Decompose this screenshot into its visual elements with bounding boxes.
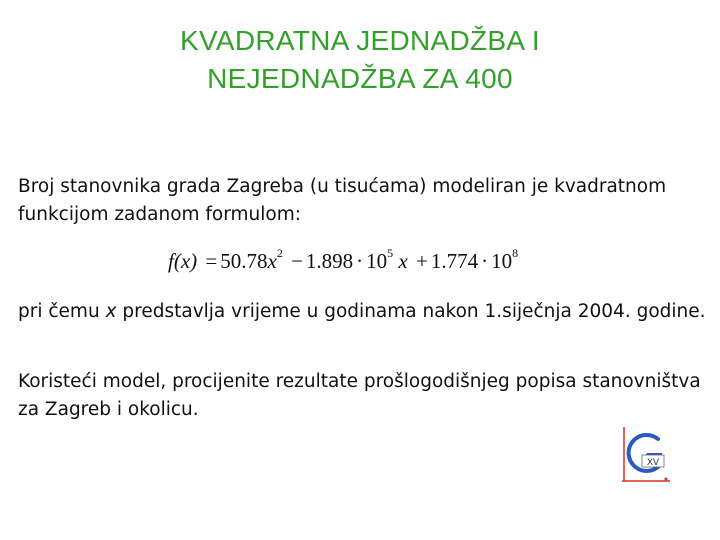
logo-icon	[620, 425, 672, 485]
formula-minus: −	[291, 249, 303, 273]
formula-exp-2: 5	[387, 246, 394, 260]
formula-var-2: x	[398, 249, 408, 273]
title-line-1: KVADRATNA JEDNADŽBA I	[179, 25, 540, 56]
formula-base-1: 10	[366, 249, 388, 273]
paragraph2-variable: x	[105, 301, 117, 322]
slide-title	[40, 22, 680, 98]
logo-text: XV	[646, 457, 660, 467]
paragraph2-after: predstavlja vrijeme u godinama nakon 1.siječnja 2004. godine.	[116, 301, 706, 322]
formula-exp-3: 8	[512, 246, 519, 260]
paragraph2-before: pri čemu	[18, 301, 106, 322]
task-paragraph: Koristeći model, procijenite rezultate prošlogodišnjeg popisa stanovništva za Zagreb i okolicu.	[18, 371, 701, 420]
formula-exp-1: 2	[276, 246, 283, 260]
formula-lhs: f(x)	[168, 249, 198, 273]
variable-description-paragraph	[18, 298, 708, 326]
formula-plus: +	[416, 249, 428, 273]
logo-graphic	[620, 425, 672, 485]
formula-equals: =	[205, 249, 218, 273]
formula-var-1: x	[267, 249, 277, 273]
intro-paragraph: Broj stanovnika grada Zagreba (u tisućama) modeliran je kvadratnom funkcijom zadanom formulom:	[18, 176, 667, 225]
population-formula	[168, 246, 518, 276]
formula-dot-2: ·	[481, 249, 489, 273]
formula-coef-2: 1.898	[305, 249, 354, 273]
formula-coef-1: 50.78	[220, 249, 268, 273]
formula-dot-1: ·	[356, 249, 364, 273]
title-line-2: NEJEDNADŽBA ZA 400	[207, 63, 513, 94]
formula-base-2: 10	[491, 249, 513, 273]
formula-coef-3: 1.774	[430, 249, 479, 273]
